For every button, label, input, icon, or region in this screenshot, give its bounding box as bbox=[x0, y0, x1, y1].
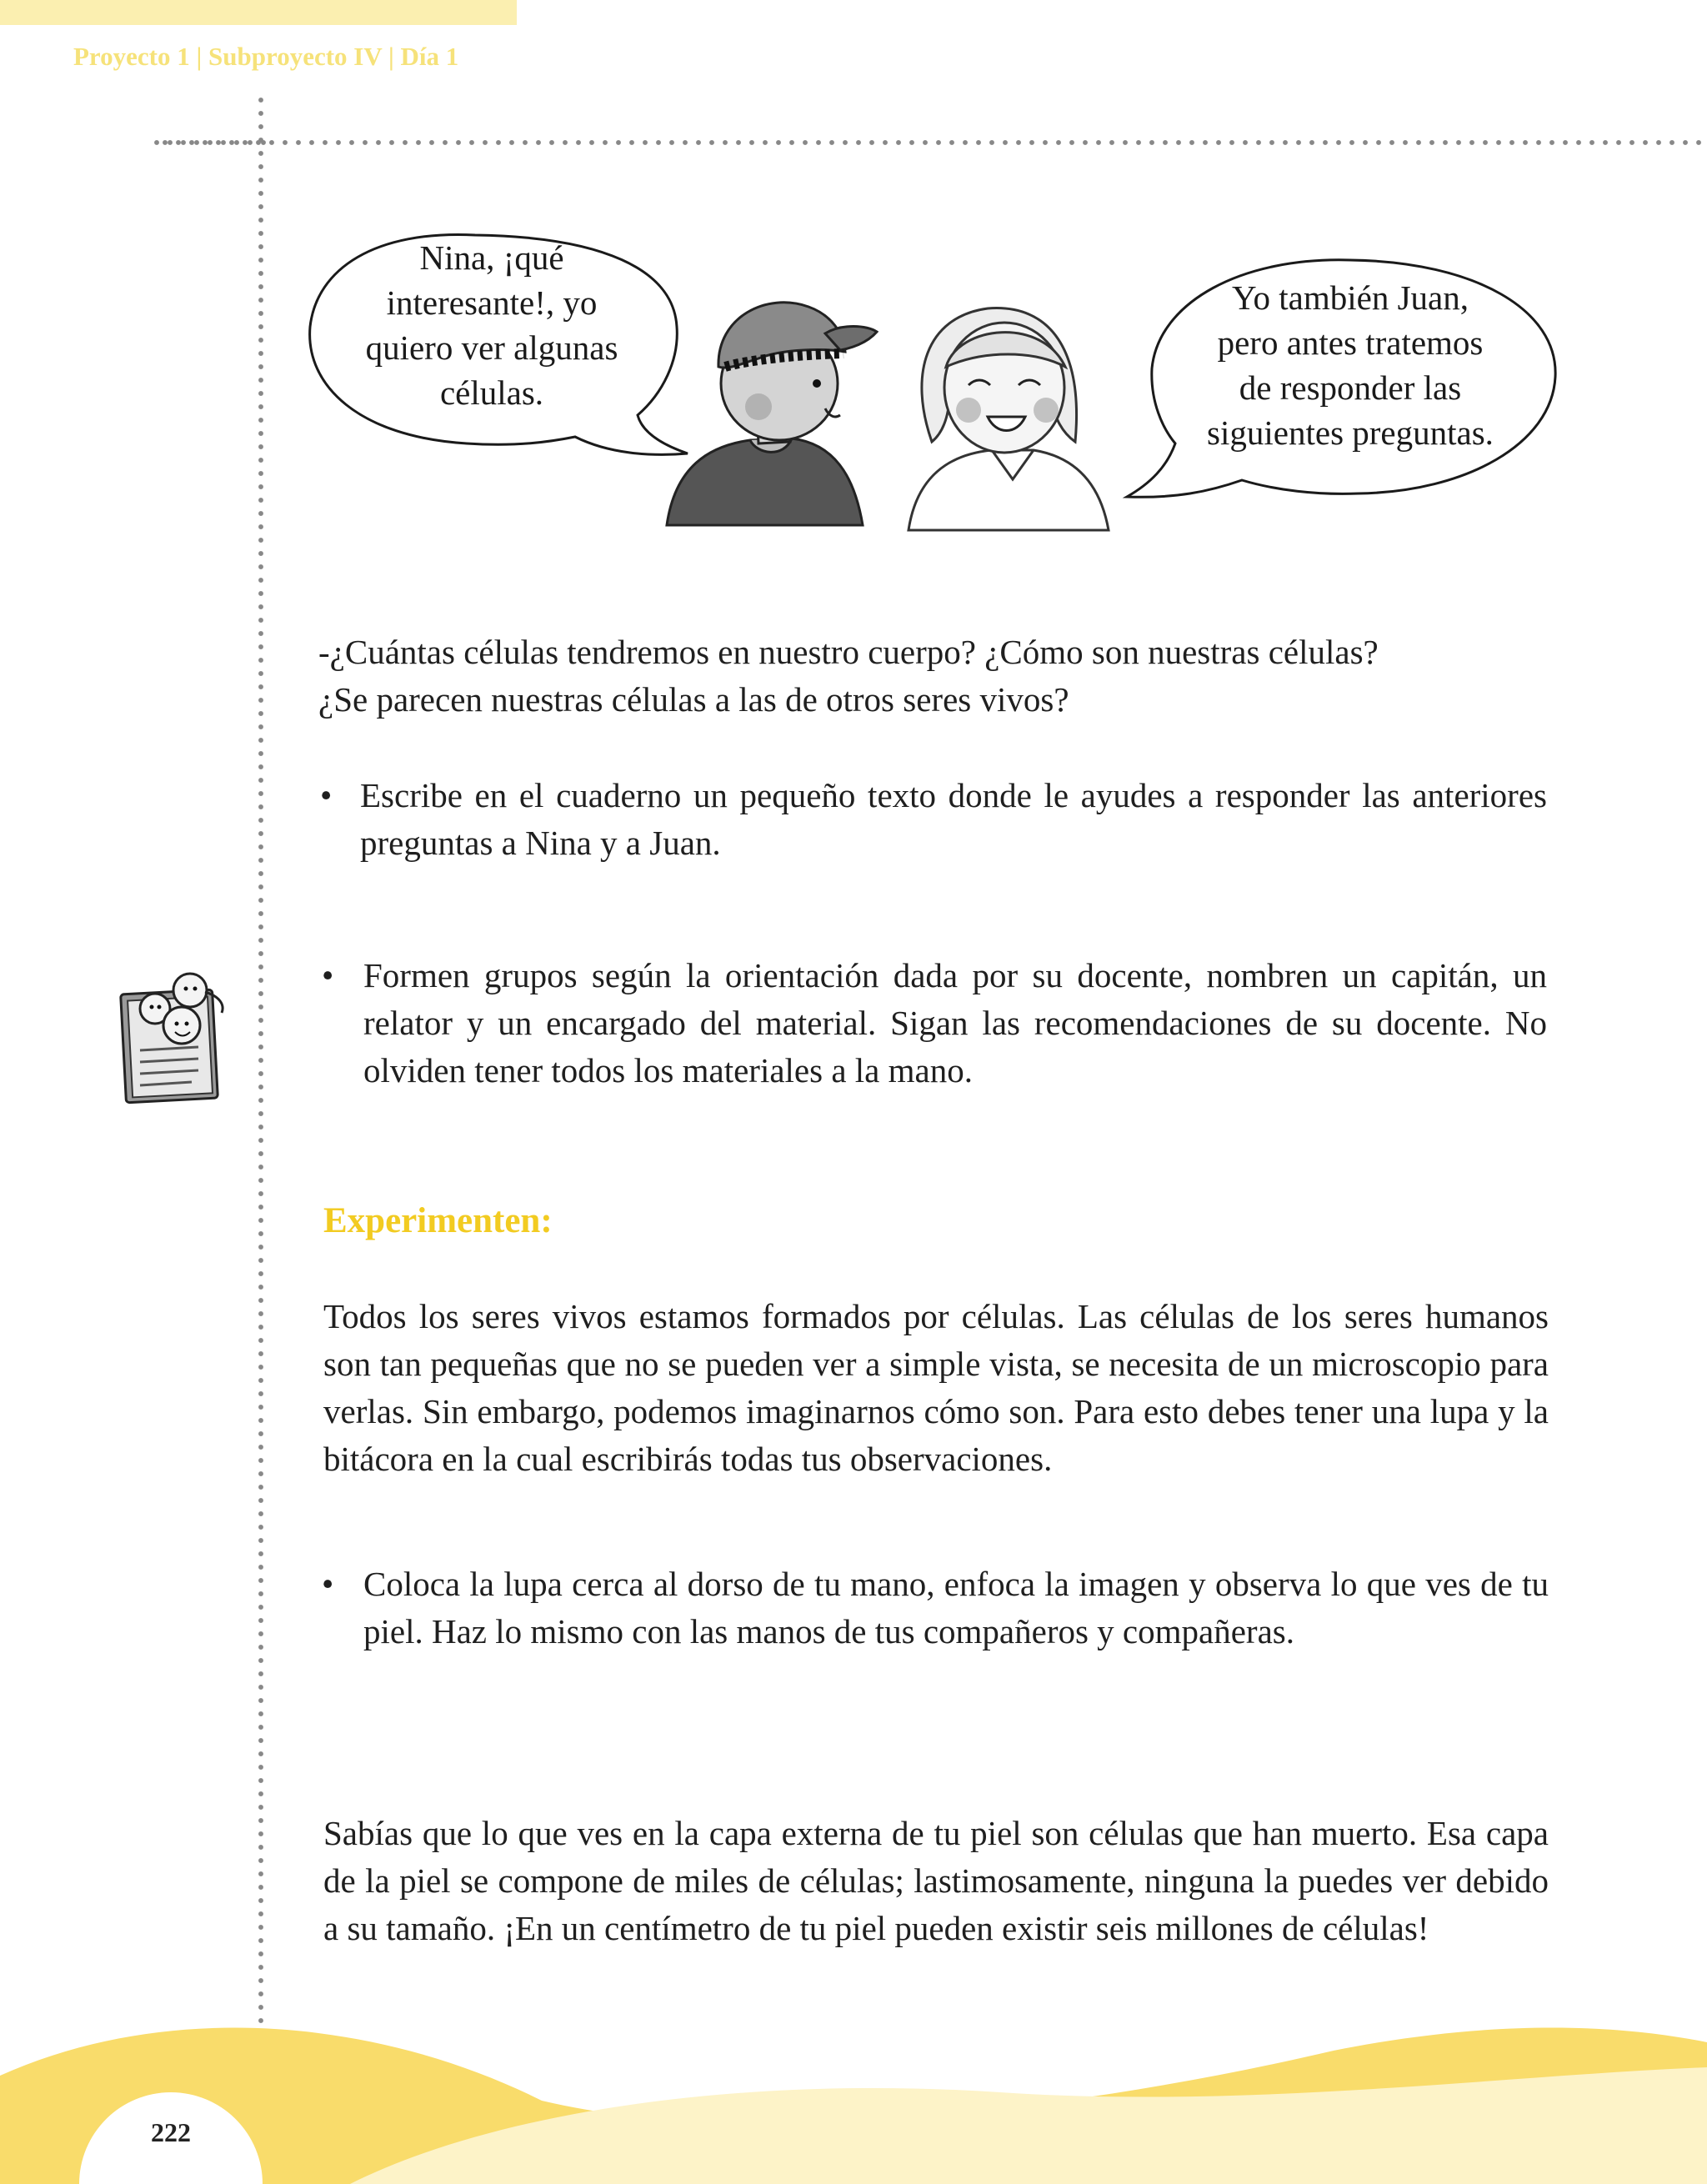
top-accent-bar bbox=[0, 0, 517, 25]
nina-line-2: pero antes tratemos bbox=[1217, 323, 1484, 362]
children-illustration bbox=[658, 283, 1125, 533]
bullet-dot: • bbox=[320, 776, 333, 814]
experiment-body: Todos los seres vivos estamos formados por células. Las células de los seres humanos son tan pequeñas que no se pueden ver a simple vista, se necesita de un microscopio para verlas. Sin embargo, podemos imaginarnos cómo son. Para esto debes tener una lupa y la bitácora en la cual escribirás todas tus observaciones. bbox=[323, 1297, 1549, 1478]
juan-line-3: quiero ver algunas bbox=[365, 328, 618, 367]
nina-line-1: Yo también Juan, bbox=[1232, 278, 1469, 317]
experiment-heading: Experimenten: bbox=[323, 1201, 553, 1240]
bullet-magnifier-text: Coloca la lupa cerca al dorso de tu mano, enfoca la imagen y observa lo que ves de tu piel. Haz lo mismo con las manos de tus compañeros y compañeras. bbox=[363, 1565, 1549, 1651]
juan-speech-text bbox=[317, 235, 667, 415]
juan-line-2: interesante!, yo bbox=[386, 283, 598, 322]
bullet-write-text: Escribe en el cuaderno un pequeño texto donde le ayudes a responder las anteriores preguntas a Nina y a Juan. bbox=[360, 776, 1547, 862]
question-line-2: ¿Se parecen nuestras células a las de otros seres vivos? bbox=[318, 680, 1069, 719]
breadcrumb: Proyecto 1 | Subproyecto IV | Día 1 bbox=[73, 42, 459, 71]
juan-line-1: Nina, ¡qué bbox=[419, 238, 564, 277]
juan-line-4: células. bbox=[439, 373, 544, 412]
bullet-dot: • bbox=[322, 956, 334, 994]
juan-figure bbox=[667, 303, 877, 525]
nina-speech-text bbox=[1167, 275, 1534, 455]
page-number: 222 bbox=[151, 2117, 191, 2147]
nina-line-4: siguientes preguntas. bbox=[1207, 413, 1494, 452]
nina-figure bbox=[909, 308, 1109, 530]
question-line-1: -¿Cuántas células tendremos en nuestro cuerpo? ¿Cómo son nuestras células? bbox=[318, 633, 1379, 671]
dotted-divider-left bbox=[150, 138, 267, 147]
skin-fact-paragraph: Sabías que lo que ves en la capa externa de tu piel son células que han muerto. Esa capa de la piel se compone de miles de células; lastimosamente, ninguna la puedes ver debido a su tamaño. ¡En un centímetro de tu piel pueden existir seis millones de células! bbox=[323, 1814, 1549, 1947]
bullet-dot: • bbox=[322, 1565, 334, 1603]
bullet-groups-text: Formen grupos según la orientación dada por su docente, nombren un capitán, un relator y un encargado del material. Sigan las recomendaciones de su docente. No olviden tener todos los materiales a la mano. bbox=[363, 956, 1547, 1089]
dotted-margin-line bbox=[257, 93, 265, 2094]
dotted-divider bbox=[158, 138, 1707, 147]
footer-wave bbox=[0, 1984, 1707, 2184]
nina-line-3: de responder las bbox=[1239, 368, 1462, 407]
group-work-icon bbox=[115, 959, 240, 1109]
